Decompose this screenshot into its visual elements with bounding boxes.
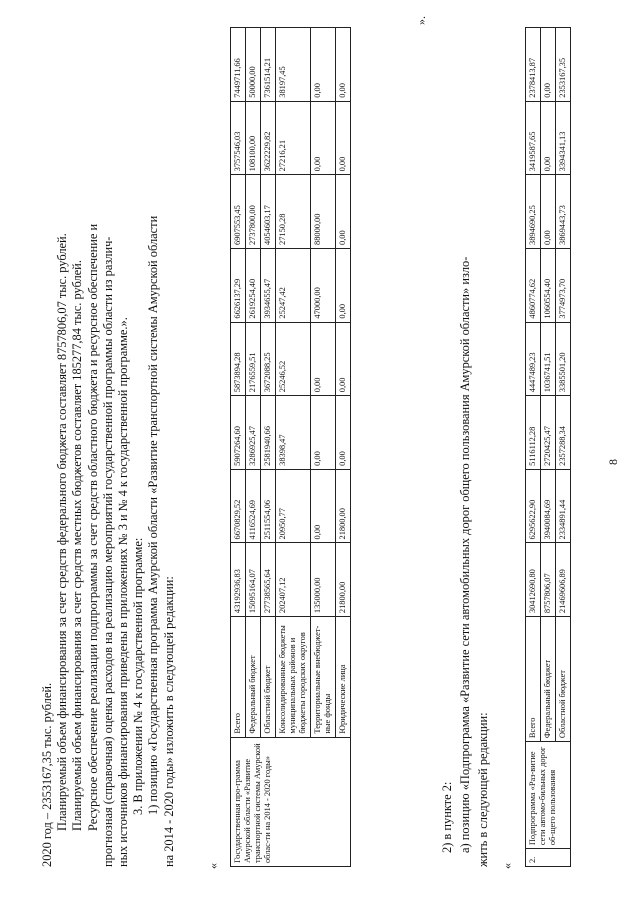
value-cell: 3940084,69 xyxy=(541,469,556,543)
source-cell: Федеральный бюджет xyxy=(541,617,556,742)
value-cell: 0,00 xyxy=(311,396,336,470)
value-cell: 15095164,07 xyxy=(246,543,261,617)
value-cell: 0,00 xyxy=(336,396,351,470)
program-name-cell: Подпрограмма «Раз-витие сети автомо-бильных дорог об-щего пользования xyxy=(526,742,571,849)
value-cell: 2357288,34 xyxy=(556,396,571,470)
value-cell: 4860774,62 xyxy=(526,248,541,322)
value-cell: 25246,52 xyxy=(276,322,311,396)
source-cell: Всего xyxy=(231,617,246,737)
value-cell: 0,00 xyxy=(311,28,336,102)
table-row xyxy=(526,28,541,867)
value-cell: 4054603,17 xyxy=(261,175,276,249)
value-cell: 50000,00 xyxy=(246,28,261,102)
value-cell: 202407,12 xyxy=(276,543,311,617)
source-cell: Территориальные внебюджет-ные фонды xyxy=(311,617,336,737)
paragraph: Планируемый объем финансирования за счет средств федерального бюджета составляет 8757806,07 тыс. рублей. xyxy=(55,233,70,831)
value-cell: 30412690,80 xyxy=(526,543,541,617)
value-cell: 3672088,25 xyxy=(261,322,276,396)
value-cell: 2720425,47 xyxy=(541,396,556,470)
paragraph: прогнозная (справочная) оценка расходов на реализацию мероприятий государственной программы области из различ- xyxy=(100,236,115,867)
value-cell: 4447489,23 xyxy=(526,322,541,396)
funding-table-subprogram xyxy=(525,27,571,867)
value-cell: 135000,00 xyxy=(311,543,336,617)
value-cell: 3869443,73 xyxy=(556,175,571,249)
value-cell: 6626137,29 xyxy=(231,248,246,322)
value-cell: 0,00 xyxy=(336,248,351,322)
close-quote: ». xyxy=(414,16,428,25)
value-cell: 3622229,82 xyxy=(261,101,276,175)
value-cell: 20950,77 xyxy=(276,469,311,543)
source-cell: Федеральный бюджет xyxy=(246,617,261,737)
value-cell: 7449711,66 xyxy=(231,28,246,102)
value-cell: 47000,00 xyxy=(311,248,336,322)
source-cell: Областной бюджет xyxy=(261,617,276,737)
table-row xyxy=(231,28,246,867)
value-cell: 5907264,60 xyxy=(231,396,246,470)
funding-table-program xyxy=(230,27,351,867)
value-cell: 3757546,03 xyxy=(231,101,246,175)
value-cell: 7361514,21 xyxy=(261,28,276,102)
value-cell: 21800,00 xyxy=(336,469,351,543)
source-cell: Консолидированные бюджеты муниципальных районов и бюджеты городских округов xyxy=(276,617,311,737)
value-cell: 6295622,90 xyxy=(526,469,541,543)
value-cell: 2334891,44 xyxy=(556,469,571,543)
section-line: а) позицию «Подпрограмма «Развитие сети автомобильных дорог общего пользования Амурской области» изло- xyxy=(458,256,472,853)
value-cell: 5116112,28 xyxy=(526,396,541,470)
value-cell: 0,00 xyxy=(311,101,336,175)
paragraph: Планируемый объем финансирования за счет средств местных бюджетов составляет 185277,84 тыс. рублей. xyxy=(70,260,85,831)
table-row xyxy=(556,28,571,867)
paragraph: 2020 год – 2353167,35 тыс. рублей. xyxy=(40,682,54,867)
value-cell: 3894690,25 xyxy=(526,175,541,249)
value-cell: 3385501,20 xyxy=(556,322,571,396)
open-quote: « xyxy=(500,863,514,869)
value-cell: 2378413,87 xyxy=(526,28,541,102)
paragraph: ных источников финансирования приведены в приложениях № 3 и № 4 к государственной программе.». xyxy=(116,317,131,867)
value-cell: 6907553,45 xyxy=(231,175,246,249)
value-cell: 4116524,69 xyxy=(246,469,261,543)
value-cell: 5873894,28 xyxy=(231,322,246,396)
value-cell: 21800,00 xyxy=(336,543,351,617)
paragraph: 3. В приложении № 4 к государственной программе: xyxy=(131,537,146,815)
value-cell: 2581940,66 xyxy=(261,396,276,470)
section-line: жить в следующей редакции: xyxy=(476,712,490,867)
value-cell: 21469606,89 xyxy=(556,543,571,617)
value-cell: 8757806,07 xyxy=(541,543,556,617)
value-cell: 38197,45 xyxy=(276,28,311,102)
value-cell: 0,00 xyxy=(541,28,556,102)
value-cell: 0,00 xyxy=(541,175,556,249)
value-cell: 88000,00 xyxy=(311,175,336,249)
value-cell: 3774973,70 xyxy=(556,248,571,322)
value-cell: 2619254,40 xyxy=(246,248,261,322)
value-cell: 0,00 xyxy=(311,322,336,396)
value-cell: 3419587,65 xyxy=(526,101,541,175)
value-cell: 2176559,51 xyxy=(246,322,261,396)
value-cell: 0,00 xyxy=(311,469,336,543)
value-cell: 1060554,40 xyxy=(541,248,556,322)
value-cell: 108100,00 xyxy=(246,101,261,175)
value-cell: 0,00 xyxy=(541,101,556,175)
value-cell: 2737800,00 xyxy=(246,175,261,249)
table-row xyxy=(541,28,556,867)
value-cell: 27150,28 xyxy=(276,175,311,249)
value-cell: 25247,42 xyxy=(276,248,311,322)
value-cell: 0,00 xyxy=(336,175,351,249)
body-text xyxy=(40,25,177,867)
source-cell: Областной бюджет xyxy=(556,617,571,742)
section-heading: 2) в пункте 2: xyxy=(440,781,454,853)
paragraph: на 2014 - 2020 годы» изложить в следующей редакции: xyxy=(161,576,176,867)
paragraph: Ресурсное обеспечение реализации подпрограммы за счет средств областного бюджета и ресурсное обеспечение и xyxy=(85,223,100,831)
value-cell: 2353167,35 xyxy=(556,28,571,102)
page-number: 8 xyxy=(606,459,620,465)
value-cell: 38398,47 xyxy=(276,396,311,470)
value-cell: 0,00 xyxy=(336,101,351,175)
source-cell: Юридические лица xyxy=(336,617,351,737)
value-cell: 6670829,52 xyxy=(231,469,246,543)
value-cell: 43192936,83 xyxy=(231,543,246,617)
value-cell: 27738565,64 xyxy=(261,543,276,617)
row-number-cell: 2. xyxy=(526,849,571,867)
value-cell: 3286925,47 xyxy=(246,396,261,470)
value-cell: 3934655,47 xyxy=(261,248,276,322)
open-quote: « xyxy=(206,863,220,869)
program-name-cell: Государственная про-грамма Амурской области «Развитие транспортной системы Амурской облас-ти на 2014 - 2020 годы» xyxy=(231,737,351,866)
source-cell: Всего xyxy=(526,617,541,742)
value-cell: 0,00 xyxy=(336,28,351,102)
value-cell: 0,00 xyxy=(336,322,351,396)
value-cell: 1036741,51 xyxy=(541,322,556,396)
value-cell: 2511554,06 xyxy=(261,469,276,543)
value-cell: 27216,21 xyxy=(276,101,311,175)
value-cell: 3394341,13 xyxy=(556,101,571,175)
paragraph: 1) позицию «Государственная программа Амурской области «Развитие транспортной системы Амурской области xyxy=(146,215,161,815)
